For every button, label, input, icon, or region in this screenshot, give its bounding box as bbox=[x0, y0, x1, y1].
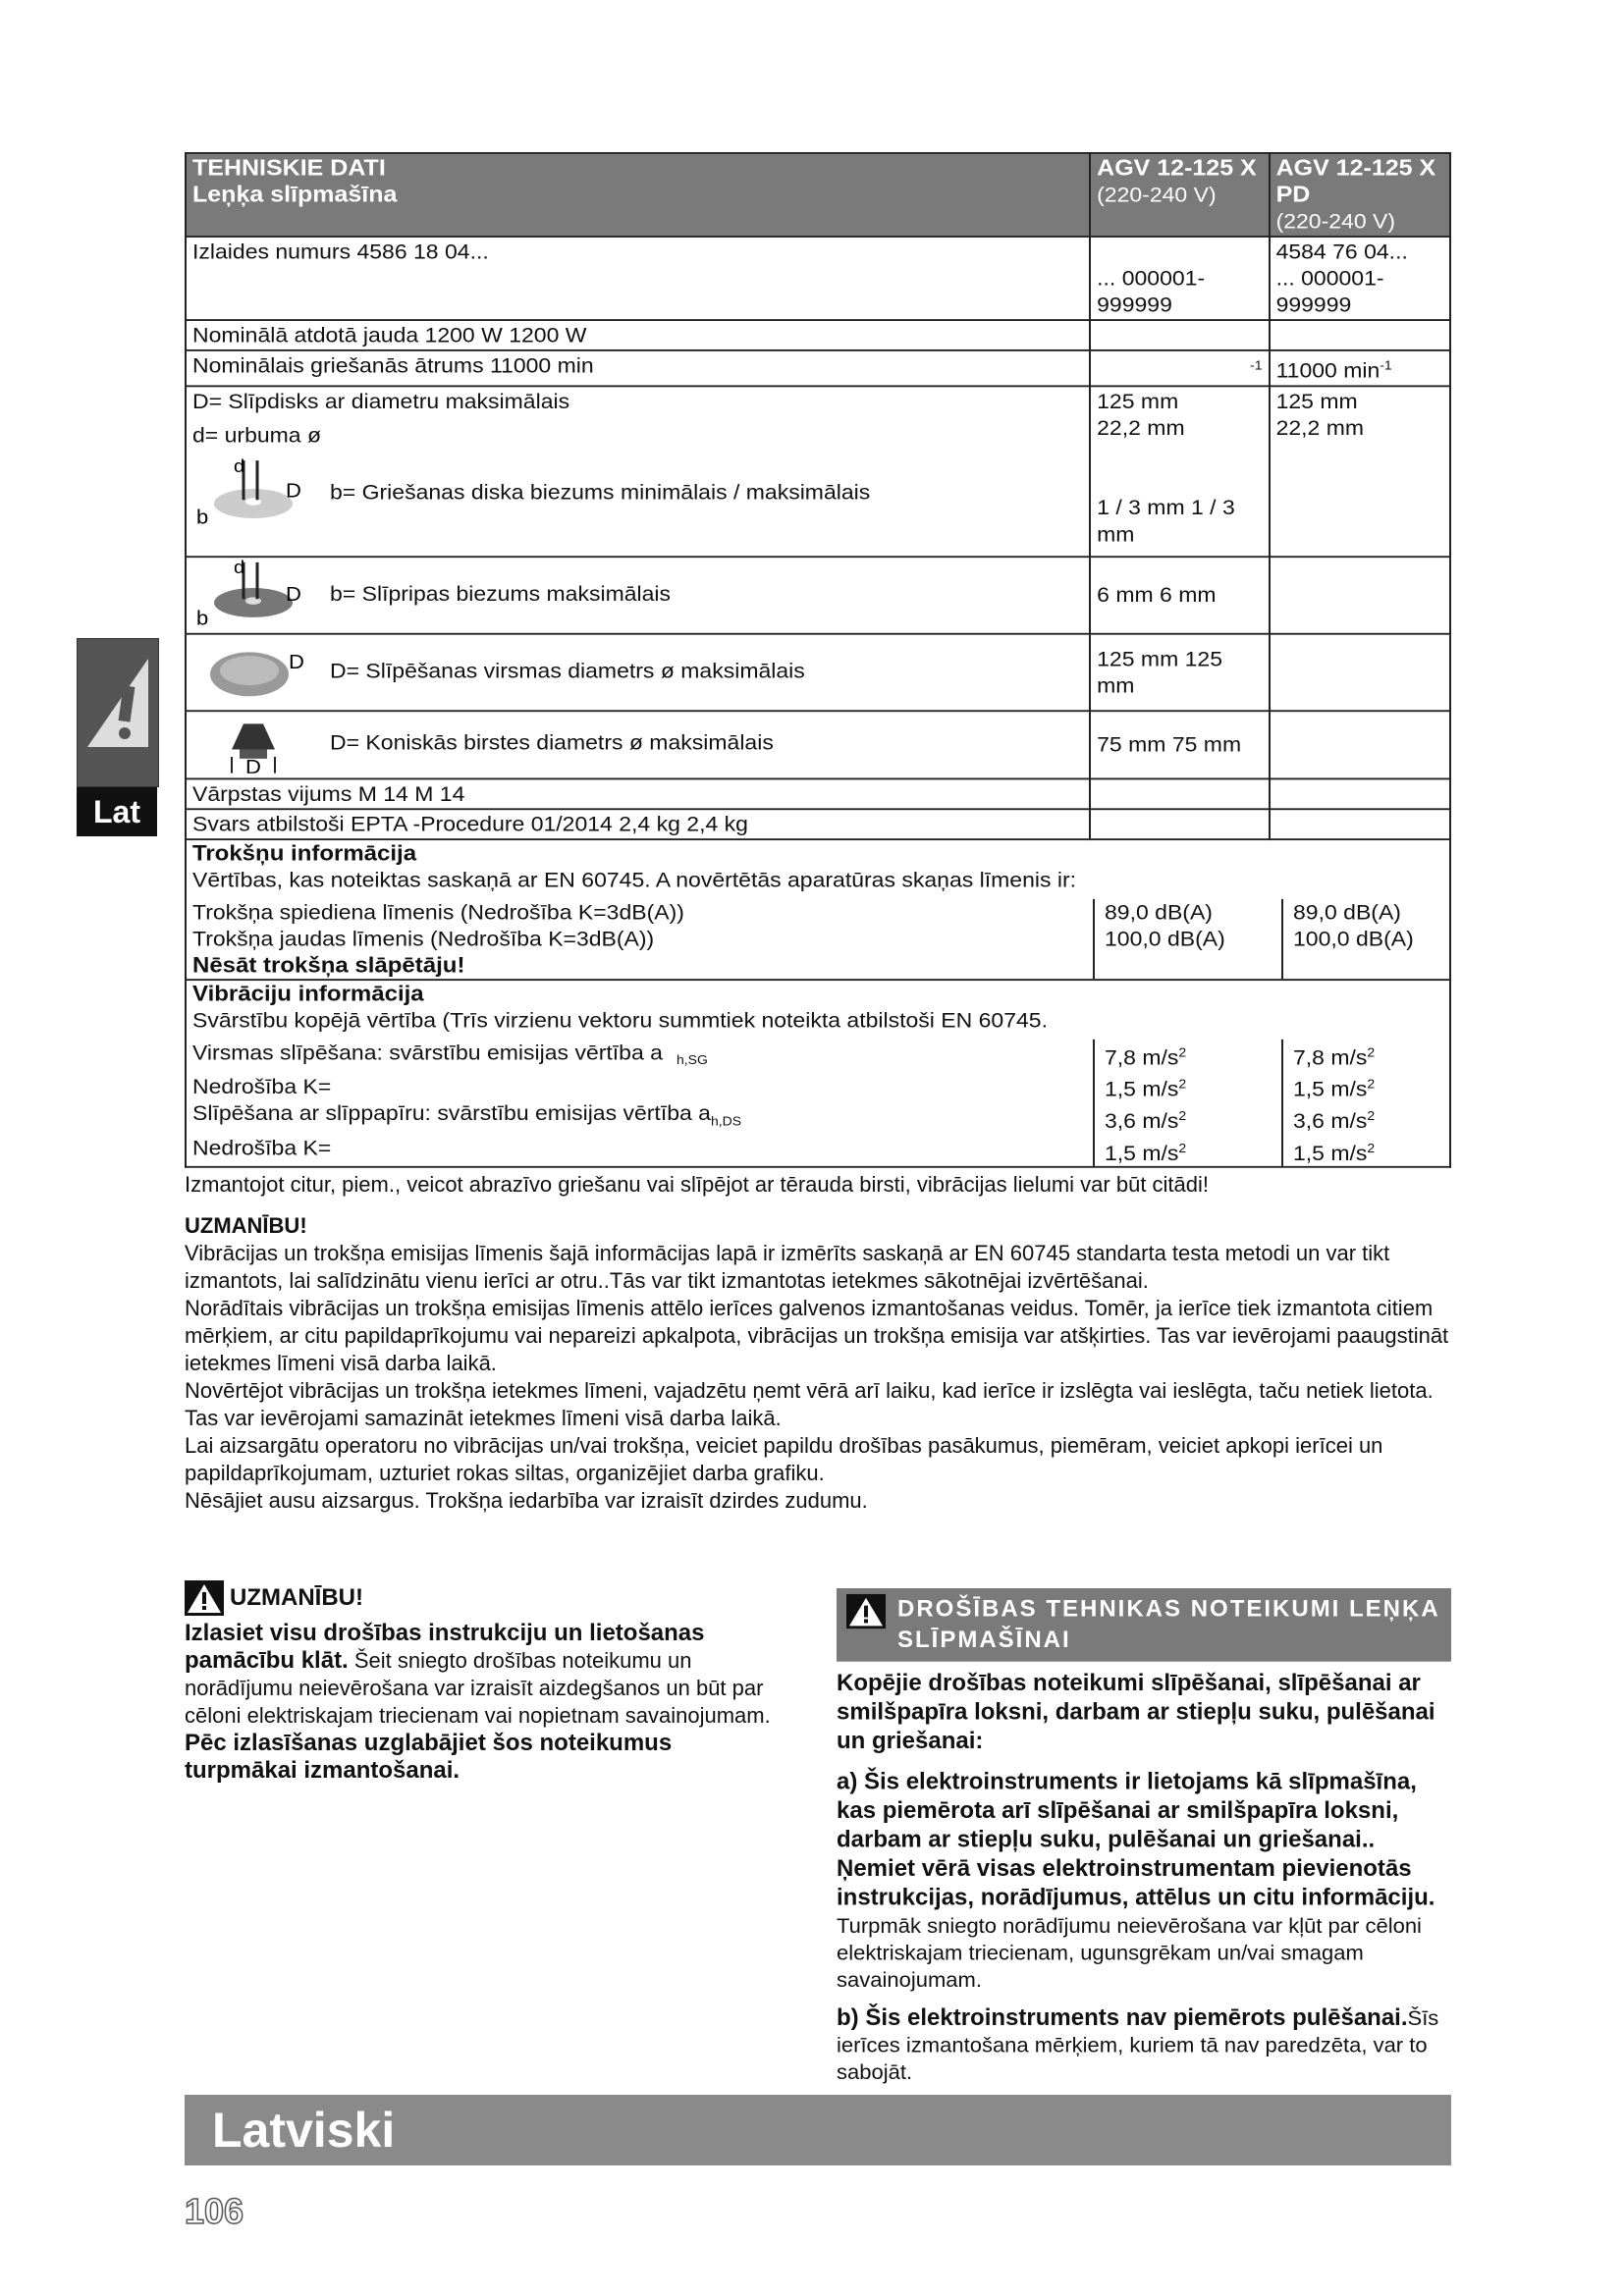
brush-row bbox=[192, 713, 1083, 774]
warning-title-row bbox=[185, 1580, 784, 1616]
table-row bbox=[186, 320, 1450, 350]
production-number-model2 bbox=[1270, 237, 1450, 320]
svg-text:b: b bbox=[196, 606, 209, 629]
warning-bold-1: Izlasiet visu drošības instrukciju un lietošanas pamācību klāt. bbox=[185, 1620, 705, 1674]
vib-2-3: 1,5 $m/s^2$ bbox=[1293, 1140, 1376, 1165]
note-paragraph-1: Vibrācijas un trokšņa emisijas līmenis šajā informācijas lapā ir izmērīts saskaņā ar EN 60745 standarta testa metodi un var tikt izmantots, lai salīdzinātu vienu ierīci ar otru..Tās var tikt izmantotas ietekmes sākotnējai izvērtēšanai. bbox=[185, 1241, 1390, 1293]
model2-voltage: (220-240 V) bbox=[1275, 208, 1396, 234]
conical-brush-icon bbox=[192, 713, 310, 774]
header-title-cell bbox=[186, 153, 1090, 237]
sanding-diameter-label: D= Slīpēšanas virsmas diametrs ø maksimālais bbox=[330, 659, 805, 683]
table-subtitle: Leņķa slīpmašīna bbox=[192, 181, 398, 208]
safety-a-bold: a) Šis elektroinstruments ir lietojams kā slīpmašīna, kas piemērota arī slīpēšanai ar smilšpapīra loksni, darbam ar stiepļu suku, pulēšanai un griešanai.. Ņemiet vērā visas elektroinstrumentam pievienotās instrukcijas, norādījumus, attēlus un citu informāciju. bbox=[837, 1768, 1435, 1911]
svg-text:b: b bbox=[196, 505, 209, 529]
disc-bore-2: 22,2 mm bbox=[1275, 414, 1365, 440]
noise-pressure-label: Trokšņa spiediena līmenis (Nedrošība K=3dB(A)) bbox=[192, 899, 684, 924]
vib-1-0: 7,8 $m/s^2$ bbox=[1105, 1044, 1187, 1070]
safety-heading: Kopējie drošības noteikumi slīpēšanai, slīpēšanai ar smilšpapīra loksni, darbam ar stiepļu suku, pulēšanai un griešanai: bbox=[837, 1670, 1435, 1754]
grind-row bbox=[192, 559, 1083, 630]
disc-model2 bbox=[1270, 386, 1450, 557]
disc-bore-1: 22,2 mm bbox=[1097, 414, 1185, 440]
speed-model2 bbox=[1270, 350, 1450, 386]
vibration-section bbox=[186, 980, 1450, 1167]
prod-number-2: 4584 76 04... bbox=[1275, 239, 1408, 264]
speed-row: Nominālais griešanās ātrums 11000 min bbox=[186, 350, 1090, 386]
warning-title: UZMANĪBU! bbox=[230, 1584, 363, 1611]
technical-data-table bbox=[185, 152, 1451, 1168]
uncertainty-2: Nedrošība K= bbox=[192, 1135, 332, 1160]
table-row bbox=[186, 386, 1450, 557]
sanding-cell bbox=[186, 633, 1090, 711]
footer-title: Latviski bbox=[212, 2103, 396, 2158]
surface-grinding-label bbox=[192, 1040, 1093, 1074]
noise-pressure-1: 89,0 dB(A) bbox=[1105, 899, 1213, 924]
table-row bbox=[186, 711, 1450, 778]
safety-banner bbox=[837, 1588, 1451, 1662]
warning-triangle-icon bbox=[77, 638, 159, 787]
safety-b-bold: b) Šis elektroinstruments nav piemērots pulēšanai. bbox=[837, 2004, 1408, 2031]
cut-thickness-label: b= Griešanas diska biezums minimālais / maksimālais bbox=[330, 479, 871, 505]
safety-banner-line-1: DROŠĪBAS TEHNIKAS NOTEIKUMI LEŅĶA bbox=[897, 1595, 1440, 1623]
language-label: Lat bbox=[77, 787, 157, 836]
vibration-title: Vibrāciju informācija bbox=[192, 981, 424, 1006]
disc-diameter-label: D= Slīpdisks ar diametru maksimālais bbox=[192, 388, 570, 413]
language-side-tab bbox=[77, 638, 157, 834]
vibration-intro: Svārstību kopējā vērtība (Trīs virzienu vektoru summtiek noteikta atbilstoši EN 60745. bbox=[192, 1007, 1048, 1033]
table-row bbox=[186, 237, 1450, 320]
table-row bbox=[186, 778, 1450, 809]
svg-text:D: D bbox=[289, 650, 304, 673]
production-number-model1 bbox=[1090, 237, 1269, 320]
cutting-disc-row bbox=[192, 455, 1083, 529]
grind-thickness-1: 6 mm 6 mm bbox=[1090, 557, 1269, 634]
noise-pressure-2: 89,0 dB(A) bbox=[1293, 899, 1401, 924]
noise-power-2: 100,0 dB(A) bbox=[1293, 926, 1414, 950]
brush-cell bbox=[186, 711, 1090, 778]
vibration-notes bbox=[185, 1171, 1451, 1515]
vib-2-2: 3,6 $m/s^2$ bbox=[1293, 1107, 1376, 1133]
disc-d-1: 125 mm bbox=[1097, 388, 1179, 413]
vib-1-3: 1,5 $m/s^2$ bbox=[1105, 1140, 1187, 1165]
power-row: Nominālā atdotā jauda 1200 W 1200 W bbox=[186, 320, 1090, 350]
table-header-row bbox=[186, 153, 1450, 237]
disc-model1 bbox=[1090, 386, 1269, 557]
warning-bold-2: Pēc izlasīšanas uzglabājiet šos noteikumus turpmākai izmantošanai. bbox=[185, 1730, 673, 1784]
grind-thickness-cell bbox=[186, 557, 1090, 634]
surface-sub: h,SG bbox=[676, 1052, 708, 1068]
note-paragraph-2: Norādītais vibrācijas un trokšņa emisijas līmenis attēlo ierīces galvenos izmantošanas veidus. Tomēr, ja ierīce tiek izmantota citiem mērķiem, ar citu papildaprīkojumu vai nepareizi apkalpota, vibrācijas un trokšņa emisija var atšķirties. Tas var ievērojami paaugstināt ietekmes līmeni visā darba laikā. bbox=[185, 1296, 1449, 1375]
prod-range-1: ... 000001-999999 bbox=[1097, 265, 1206, 317]
vib-2-0: 7,8 $m/s^2$ bbox=[1293, 1044, 1376, 1070]
table-row bbox=[186, 557, 1450, 634]
svg-text:d: d bbox=[234, 455, 245, 477]
wear-protection-note: Nēsāt trokšņa slāpētāju! bbox=[192, 952, 465, 978]
disc-bore-label: d= urbuma ø bbox=[192, 422, 322, 447]
vibration-cell bbox=[186, 980, 1450, 1167]
sanding-row bbox=[192, 635, 1083, 707]
vib-1-1: 1,5 $m/s^2$ bbox=[1105, 1076, 1187, 1101]
vib-1-2: 3,6 $m/s^2$ bbox=[1105, 1107, 1187, 1133]
sanding-disc-icon bbox=[192, 635, 310, 707]
noise-intro: Vērtības, kas noteiktas saskaņā ar EN 60745. A novērtētās aparatūras skaņas līmenis ir: bbox=[192, 867, 1077, 892]
header-model1-cell bbox=[1090, 153, 1269, 237]
header-model2-cell bbox=[1270, 153, 1450, 237]
surface-text: Virsmas slīpēšana: svārstību emisijas vērtība a bbox=[192, 1040, 663, 1064]
prod-range-2: ... 000001-999999 bbox=[1275, 265, 1384, 317]
page-number: 106 bbox=[185, 2191, 244, 2231]
table-title: TEHNISKIE DATI bbox=[192, 154, 386, 181]
note-paragraph-4: Lai aizsargātu operatoru no vibrācijas un/vai trokšņa, veiciet papildu drošības pasākumus, piemēram, veiciet apkopi ierīcei un papildaprīkojumam, uzturiet rokas siltas, organizējiet darba grafiku. bbox=[185, 1433, 1383, 1485]
warning-icon bbox=[846, 1594, 886, 1629]
uncertainty-1: Nedrošība K= bbox=[192, 1074, 332, 1098]
warning-icon bbox=[185, 1580, 224, 1616]
svg-text:d: d bbox=[234, 558, 245, 578]
svg-text:D: D bbox=[286, 582, 301, 606]
table-row bbox=[186, 633, 1450, 711]
model1-name: AGV 12-125 X bbox=[1097, 154, 1257, 181]
svg-text:D: D bbox=[245, 755, 261, 774]
safety-a-text: Turpmāk sniegto norādījumu neievērošana var kļūt par cēloni elektriskajam triecienam, ugunsgrēkam un/vai smagam savainojumam. bbox=[837, 1913, 1422, 1992]
svg-text:D: D bbox=[286, 478, 301, 502]
weight-row: Svars atbilstoši EPTA -Procedure 01/2014 2,4 kg 2,4 kg bbox=[186, 809, 1090, 839]
note-paragraph-3: Novērtējot vibrācijas un trokšņa ietekmes līmeni, vajadzētu ņemt vērā arī laiku, kad ierīce ir izslēgta vai ieslēgta, taču netiek lietota. Tas var ievērojami samazināt ietekmes līmeni visā darba laikā. bbox=[185, 1378, 1434, 1430]
speed-value-2: 11000 min bbox=[1275, 357, 1380, 383]
cut-thickness-1: 1 / 3 mm 1 / 3 mm bbox=[1097, 495, 1235, 546]
grind-thickness-label: b= Slīpripas biezums maksimālais bbox=[330, 581, 672, 606]
table-row bbox=[186, 809, 1450, 839]
spindle-thread-row: Vārpstas vijums M 14 M 14 bbox=[186, 778, 1090, 809]
noise-section bbox=[186, 839, 1450, 980]
model1-voltage: (220-240 V) bbox=[1097, 182, 1217, 207]
disc-d-2: 125 mm bbox=[1275, 388, 1358, 413]
caution-heading: UZMANĪBU! bbox=[185, 1213, 307, 1238]
model2-name: AGV 12-125 X PD bbox=[1275, 154, 1436, 208]
noise-cell bbox=[186, 839, 1450, 980]
vib-2-1: 1,5 $m/s^2$ bbox=[1293, 1076, 1376, 1101]
cutting-disc-icon bbox=[192, 455, 310, 529]
note-line: Izmantojot citur, piem., veicot abrazīvo griešanu vai slīpējot ar tērauda birsti, vibrācijas lielumi var būt citādi! bbox=[185, 1172, 1210, 1197]
sanding-diameter-1: 125 mm 125 mm bbox=[1090, 633, 1269, 711]
grinding-disc-icon bbox=[192, 559, 310, 630]
speed-unit-sup-2: -1 bbox=[1380, 357, 1392, 373]
production-number-label: Izlaides numurs 4586 18 04... bbox=[186, 237, 1090, 320]
safety-section bbox=[837, 1588, 1451, 2086]
sanding-text: Slīpēšana ar slīppapīru: svārstību emisijas vērtība a bbox=[192, 1100, 711, 1126]
sanding-label bbox=[192, 1100, 1093, 1135]
brush-diameter-label: D= Koniskās birstes diametrs ø maksimālais bbox=[330, 730, 774, 755]
sanding-sub: h,DS bbox=[710, 1113, 742, 1129]
note-paragraph-5: Nēsājiet ausu aizsargus. Trokšņa iedarbība var izraisīt dzirdes zudumu. bbox=[185, 1488, 868, 1513]
noise-power-label: Trokšņa jaudas līmenis (Nedrošība K=3dB(A)) bbox=[192, 926, 655, 950]
language-footer-bar bbox=[185, 2095, 1451, 2165]
noise-title: Trokšņu informācija bbox=[192, 840, 417, 866]
speed-unit-sup: -1 bbox=[1250, 357, 1263, 373]
brush-diameter-1: 75 mm 75 mm bbox=[1090, 711, 1269, 778]
safety-banner-line-2: SLĪPMAŠĪNAI bbox=[897, 1627, 1071, 1653]
noise-power-1: 100,0 dB(A) bbox=[1105, 926, 1225, 950]
safety-b-text: Šīs ierīces izmantošana mērķiem, kuriem tā nav paredzēta, var to sabojāt. bbox=[837, 2005, 1439, 2085]
warning-box bbox=[185, 1580, 784, 1785]
warning-text-1: Šeit sniegto drošības noteikumu un norādījumu neievērošana var izraisīt aizdegšanos un būt par cēloni elektriskajam triecienam vai nopietnam savainojumam. bbox=[185, 1648, 771, 1728]
table-row bbox=[186, 350, 1450, 386]
disc-cell bbox=[186, 386, 1090, 557]
